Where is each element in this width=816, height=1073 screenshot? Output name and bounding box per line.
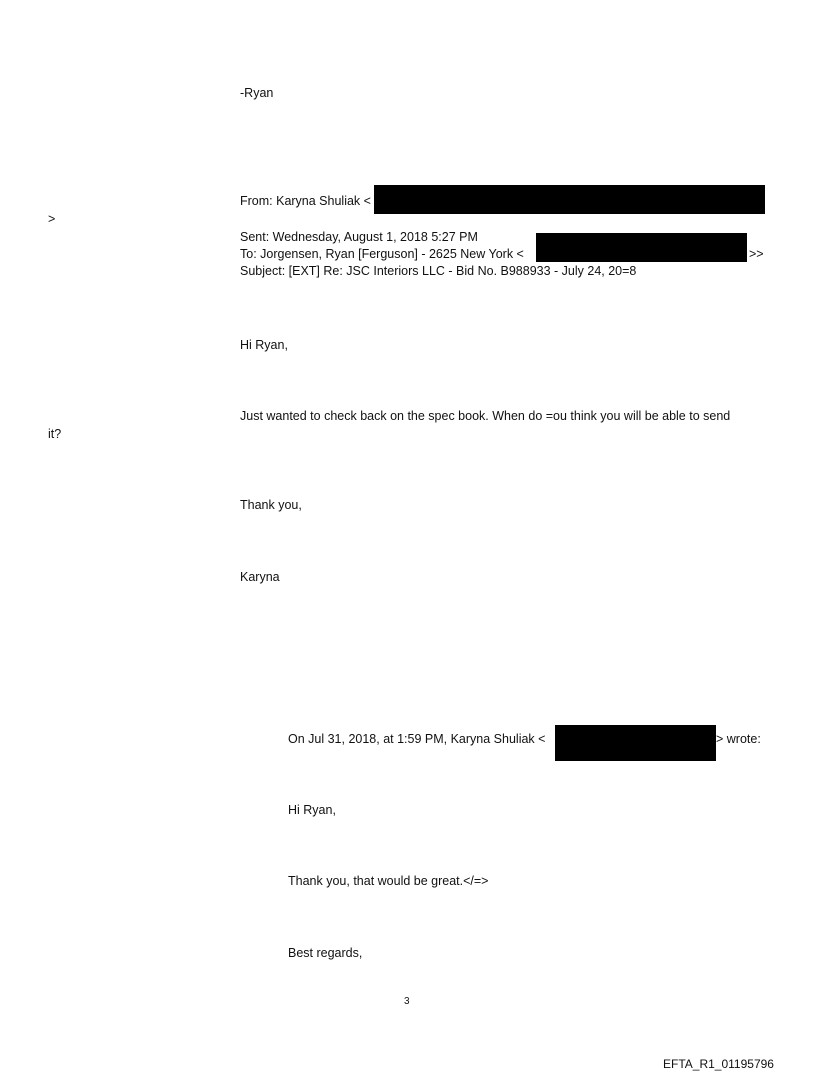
signoff-ryan: -Ryan (240, 86, 274, 100)
quoted-greeting: Hi Ryan, (288, 803, 336, 817)
page-number: 3 (404, 996, 410, 1007)
body-line-2: it? (48, 427, 62, 441)
to-line: To: Jorgensen, Ryan [Ferguson] - 2625 New York < (240, 247, 524, 261)
greeting: Hi Ryan, (240, 338, 288, 352)
redaction-from-email (374, 185, 765, 214)
to-line-trail: >> (749, 247, 764, 261)
subject-line: Subject: [EXT] Re: JSC Interiors LLC - Bid No. B988933 - July 24, 20=8 (240, 264, 637, 278)
document-id: EFTA_R1_01195796 (663, 1057, 774, 1071)
closing: Thank you, (240, 498, 302, 512)
quoted-intro-start: On Jul 31, 2018, at 1:59 PM, Karyna Shuliak < (288, 732, 546, 746)
redaction-quoted-email (555, 725, 716, 761)
body-line-1: Just wanted to check back on the spec book. When do =ou think you will be able to send (240, 409, 731, 423)
signature: Karyna (240, 570, 280, 584)
redaction-to-email (536, 233, 747, 262)
from-line-trail: > (48, 212, 56, 226)
quoted-closing: Best regards, (288, 946, 363, 960)
sent-line: Sent: Wednesday, August 1, 2018 5:27 PM (240, 230, 478, 244)
quoted-body: Thank you, that would be great.</=> (288, 874, 489, 888)
from-line: From: Karyna Shuliak < (240, 194, 371, 208)
quoted-intro-end: > wrote: (716, 732, 761, 746)
